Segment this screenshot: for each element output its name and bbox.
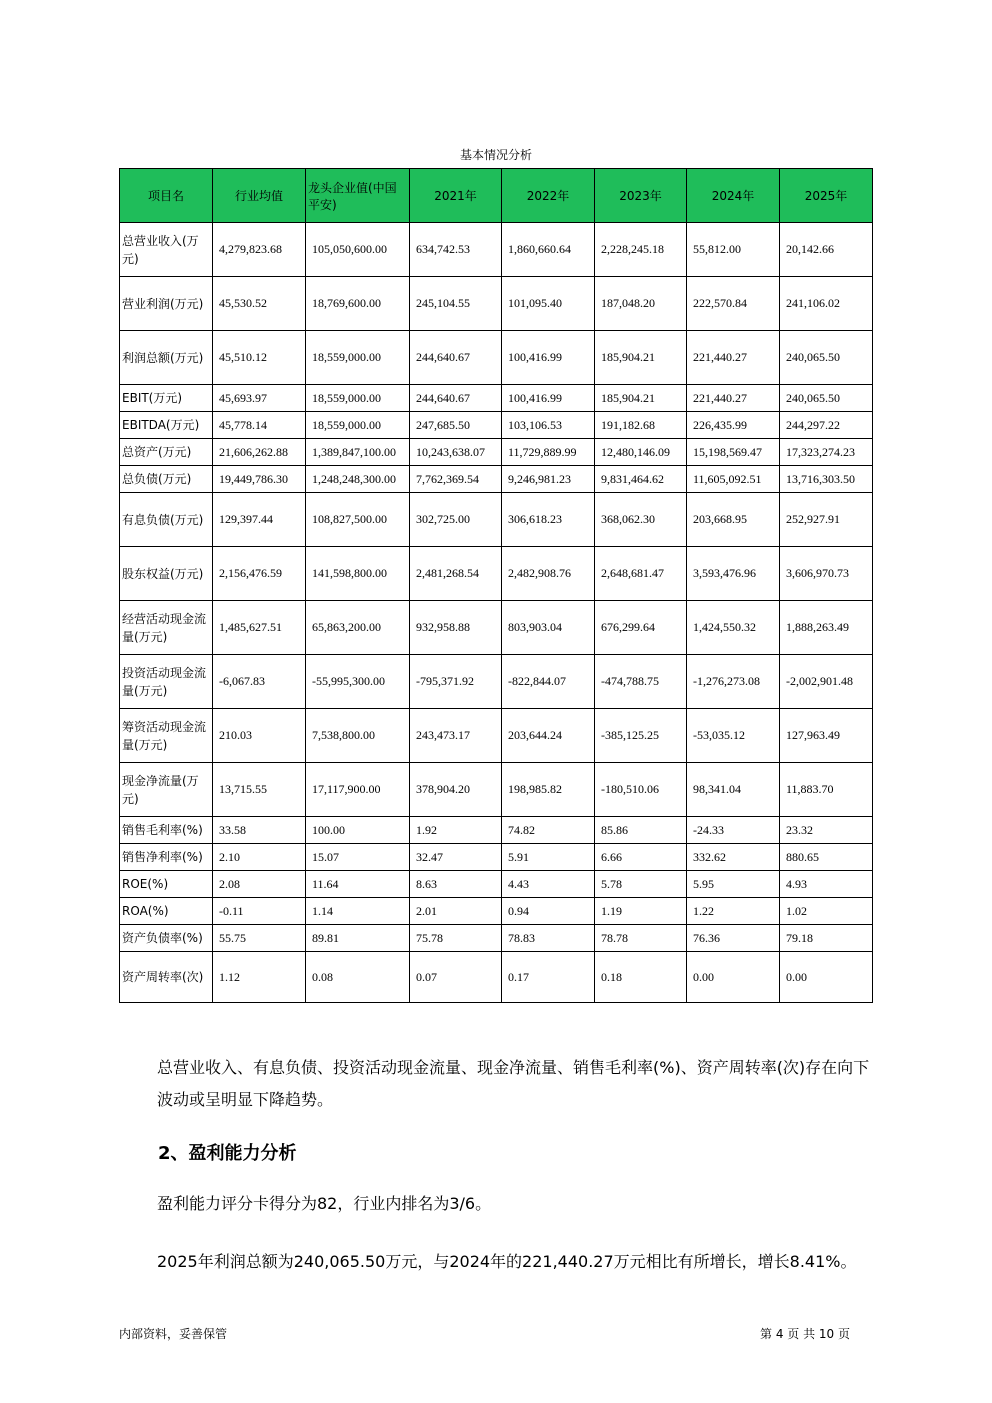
table-cell: 74.82 xyxy=(502,817,595,844)
table-cell: -795,371.92 xyxy=(410,655,502,709)
table-row xyxy=(120,331,873,385)
table-cell: 45,530.52 xyxy=(213,277,306,331)
table-cell: 1,248,248,300.00 xyxy=(306,466,410,493)
table-cell: 129,397.44 xyxy=(213,493,306,547)
table-cell: 10,243,638.07 xyxy=(410,439,502,466)
table-cell: 1.02 xyxy=(780,898,873,925)
table-cell: 101,095.40 xyxy=(502,277,595,331)
table-cell: 65,863,200.00 xyxy=(306,601,410,655)
table-cell: 100,416.99 xyxy=(502,331,595,385)
profit-score-paragraph xyxy=(119,1188,875,1220)
header-cell: 龙头企业值(中国平安) xyxy=(306,169,410,223)
header-cell: 行业均值 xyxy=(213,169,306,223)
table-cell: 55,812.00 xyxy=(687,223,780,277)
table-cell: 185,904.21 xyxy=(595,385,687,412)
table-cell: 23.32 xyxy=(780,817,873,844)
table-cell: 4,279,823.68 xyxy=(213,223,306,277)
table-cell: 2,648,681.47 xyxy=(595,547,687,601)
table-cell: 252,927.91 xyxy=(780,493,873,547)
table-cell: 676,299.64 xyxy=(595,601,687,655)
table-row xyxy=(120,223,873,277)
row-label: 总营业收入(万元) xyxy=(120,223,213,277)
row-label: ROE(%) xyxy=(120,871,213,898)
table-row xyxy=(120,844,873,871)
table-cell: 3,593,476.96 xyxy=(687,547,780,601)
table-cell: 15.07 xyxy=(306,844,410,871)
table-cell: 18,769,600.00 xyxy=(306,277,410,331)
table-cell: 0.00 xyxy=(687,952,780,1003)
table-cell: 79.18 xyxy=(780,925,873,952)
table-cell: 306,618.23 xyxy=(502,493,595,547)
table-cell: -180,510.06 xyxy=(595,763,687,817)
table-cell: 187,048.20 xyxy=(595,277,687,331)
row-label: ROA(%) xyxy=(120,898,213,925)
row-label: EBITDA(万元) xyxy=(120,412,213,439)
row-label: 有息负债(万元) xyxy=(120,493,213,547)
table-cell: 127,963.49 xyxy=(780,709,873,763)
table-cell: 2.01 xyxy=(410,898,502,925)
table-cell: 226,435.99 xyxy=(687,412,780,439)
table-cell: 11,883.70 xyxy=(780,763,873,817)
table-cell: 15,198,569.47 xyxy=(687,439,780,466)
table-cell: 1.14 xyxy=(306,898,410,925)
table-caption: 基本情况分析 xyxy=(459,148,532,162)
table-cell: 76.36 xyxy=(687,925,780,952)
table-cell: 18,559,000.00 xyxy=(306,412,410,439)
table-cell: 244,640.67 xyxy=(410,331,502,385)
table-row xyxy=(120,655,873,709)
table-cell: 0.00 xyxy=(780,952,873,1003)
table-cell: 332.62 xyxy=(687,844,780,871)
table-cell: -2,002,901.48 xyxy=(780,655,873,709)
table-cell: 11,729,889.99 xyxy=(502,439,595,466)
row-label: 经营活动现金流量(万元) xyxy=(120,601,213,655)
table-cell: 880.65 xyxy=(780,844,873,871)
table-cell: 0.94 xyxy=(502,898,595,925)
table-cell: 2,228,245.18 xyxy=(595,223,687,277)
table-cell: 17,117,900.00 xyxy=(306,763,410,817)
table-cell: 17,323,274.23 xyxy=(780,439,873,466)
table-cell: 634,742.53 xyxy=(410,223,502,277)
profit-growth-paragraph xyxy=(119,1246,875,1278)
table-row xyxy=(120,412,873,439)
table-cell: 12,480,146.09 xyxy=(595,439,687,466)
table-cell: 1,389,847,100.00 xyxy=(306,439,410,466)
table-row xyxy=(120,466,873,493)
table-row xyxy=(120,925,873,952)
table-cell: 21,606,262.88 xyxy=(213,439,306,466)
table-cell: 8.63 xyxy=(410,871,502,898)
table-cell: 1.19 xyxy=(595,898,687,925)
table-cell: 19,449,786.30 xyxy=(213,466,306,493)
table-cell: 9,831,464.62 xyxy=(595,466,687,493)
table-row xyxy=(120,763,873,817)
footer-left: 内部资料，妥善保管 xyxy=(119,1327,228,1341)
table-cell: 2.10 xyxy=(213,844,306,871)
table-cell: 85.86 xyxy=(595,817,687,844)
table-cell: 75.78 xyxy=(410,925,502,952)
table-cell: -822,844.07 xyxy=(502,655,595,709)
table-cell: 89.81 xyxy=(306,925,410,952)
table-cell: 0.07 xyxy=(410,952,502,1003)
table-cell: 302,725.00 xyxy=(410,493,502,547)
table-cell: 0.18 xyxy=(595,952,687,1003)
section-heading: 2、盈利能力分析 xyxy=(158,1143,297,1164)
table-cell: -474,788.75 xyxy=(595,655,687,709)
header-cell: 2024年 xyxy=(687,169,780,223)
table-row xyxy=(120,709,873,763)
table-cell: 7,538,800.00 xyxy=(306,709,410,763)
table-cell: 210.03 xyxy=(213,709,306,763)
table-cell: 222,570.84 xyxy=(687,277,780,331)
table-cell: 221,440.27 xyxy=(687,385,780,412)
table-cell: 240,065.50 xyxy=(780,385,873,412)
row-label: 资产周转率(次) xyxy=(120,952,213,1003)
table-cell: 1,888,263.49 xyxy=(780,601,873,655)
table-cell: 2,156,476.59 xyxy=(213,547,306,601)
header-cell: 2025年 xyxy=(780,169,873,223)
header-cell: 项目名 xyxy=(120,169,213,223)
table-cell: -24.33 xyxy=(687,817,780,844)
table-cell: -385,125.25 xyxy=(595,709,687,763)
table-row xyxy=(120,601,873,655)
table-row xyxy=(120,817,873,844)
row-label: 股东权益(万元) xyxy=(120,547,213,601)
table-cell: 221,440.27 xyxy=(687,331,780,385)
header-cell: 2021年 xyxy=(410,169,502,223)
table-cell: 244,640.67 xyxy=(410,385,502,412)
table-cell: 241,106.02 xyxy=(780,277,873,331)
header-cell: 2022年 xyxy=(502,169,595,223)
table-cell: 0.08 xyxy=(306,952,410,1003)
row-label: 投资活动现金流量(万元) xyxy=(120,655,213,709)
table-cell: 2,481,268.54 xyxy=(410,547,502,601)
table-cell: 0.17 xyxy=(502,952,595,1003)
table-cell: 203,644.24 xyxy=(502,709,595,763)
row-label: 利润总额(万元) xyxy=(120,331,213,385)
row-label: 筹资活动现金流量(万元) xyxy=(120,709,213,763)
table-cell: 2,482,908.76 xyxy=(502,547,595,601)
table-cell: 2.08 xyxy=(213,871,306,898)
table-cell: 191,182.68 xyxy=(595,412,687,439)
table-cell: 185,904.21 xyxy=(595,331,687,385)
table-cell: 247,685.50 xyxy=(410,412,502,439)
table-cell: 803,903.04 xyxy=(502,601,595,655)
table-cell: 5.91 xyxy=(502,844,595,871)
profit-growth-text: 2025年利润总额为240,065.50万元，与2024年的221,440.27万元相比有所增长，增长8.41%。 xyxy=(157,1252,857,1271)
table-cell: -53,035.12 xyxy=(687,709,780,763)
table-cell: 141,598,800.00 xyxy=(306,547,410,601)
table-cell: 240,065.50 xyxy=(780,331,873,385)
table-cell: 108,827,500.00 xyxy=(306,493,410,547)
table-cell: 18,559,000.00 xyxy=(306,385,410,412)
table-row xyxy=(120,439,873,466)
table-row xyxy=(120,898,873,925)
table-cell: 100,416.99 xyxy=(502,385,595,412)
table-cell: 5.78 xyxy=(595,871,687,898)
table-cell: 33.58 xyxy=(213,817,306,844)
table-cell: 4.43 xyxy=(502,871,595,898)
table-cell: 103,106.53 xyxy=(502,412,595,439)
table-row xyxy=(120,547,873,601)
table-row xyxy=(120,385,873,412)
row-label: EBIT(万元) xyxy=(120,385,213,412)
financial-table xyxy=(119,168,873,1003)
table-cell: 5.95 xyxy=(687,871,780,898)
table-cell: -6,067.83 xyxy=(213,655,306,709)
profit-score-text: 盈利能力评分卡得分为82，行业内排名为3/6。 xyxy=(157,1194,492,1213)
row-label: 营业利润(万元) xyxy=(120,277,213,331)
table-cell: 45,778.14 xyxy=(213,412,306,439)
row-label: 销售毛利率(%) xyxy=(120,817,213,844)
header-cell: 2023年 xyxy=(595,169,687,223)
table-cell: 1,424,550.32 xyxy=(687,601,780,655)
row-label: 现金净流量(万元) xyxy=(120,763,213,817)
table-cell: 1.92 xyxy=(410,817,502,844)
table-cell: 13,716,303.50 xyxy=(780,466,873,493)
table-cell: 1,485,627.51 xyxy=(213,601,306,655)
table-cell: 368,062.30 xyxy=(595,493,687,547)
table-cell: 245,104.55 xyxy=(410,277,502,331)
table-cell: 378,904.20 xyxy=(410,763,502,817)
table-row xyxy=(120,871,873,898)
table-cell: 32.47 xyxy=(410,844,502,871)
table-cell: 78.83 xyxy=(502,925,595,952)
table-cell: 18,559,000.00 xyxy=(306,331,410,385)
row-label: 资产负债率(%) xyxy=(120,925,213,952)
table-cell: 7,762,369.54 xyxy=(410,466,502,493)
table-cell: 11.64 xyxy=(306,871,410,898)
table-cell: 100.00 xyxy=(306,817,410,844)
table-cell: 3,606,970.73 xyxy=(780,547,873,601)
table-cell: -0.11 xyxy=(213,898,306,925)
table-cell: 198,985.82 xyxy=(502,763,595,817)
row-label: 总资产(万元) xyxy=(120,439,213,466)
table-cell: 1,860,660.64 xyxy=(502,223,595,277)
table-cell: 932,958.88 xyxy=(410,601,502,655)
table-cell: 20,142.66 xyxy=(780,223,873,277)
table-cell: 1.12 xyxy=(213,952,306,1003)
table-row xyxy=(120,952,873,1003)
table-cell: -55,995,300.00 xyxy=(306,655,410,709)
footer-page-number: 第 4 页 共 10 页 xyxy=(760,1327,850,1341)
table-cell: 243,473.17 xyxy=(410,709,502,763)
table-cell: 45,510.12 xyxy=(213,331,306,385)
table-cell: -1,276,273.08 xyxy=(687,655,780,709)
table-cell: 203,668.95 xyxy=(687,493,780,547)
table-cell: 45,693.97 xyxy=(213,385,306,412)
summary-paragraph xyxy=(119,1052,875,1116)
row-label: 销售净利率(%) xyxy=(120,844,213,871)
table-cell: 1.22 xyxy=(687,898,780,925)
table-cell: 244,297.22 xyxy=(780,412,873,439)
table-cell: 11,605,092.51 xyxy=(687,466,780,493)
row-label: 总负债(万元) xyxy=(120,466,213,493)
table-cell: 6.66 xyxy=(595,844,687,871)
table-row xyxy=(120,277,873,331)
table-cell: 9,246,981.23 xyxy=(502,466,595,493)
table-header-row xyxy=(120,169,873,223)
table-cell: 105,050,600.00 xyxy=(306,223,410,277)
summary-text: 总营业收入、有息负债、投资活动现金流量、现金净流量、销售毛利率(%)、资产周转率(次)存在向下波动或呈明显下降趋势。 xyxy=(157,1058,870,1109)
table-cell: 55.75 xyxy=(213,925,306,952)
table-cell: 78.78 xyxy=(595,925,687,952)
table-cell: 98,341.04 xyxy=(687,763,780,817)
table-row xyxy=(120,493,873,547)
table-cell: 4.93 xyxy=(780,871,873,898)
table-cell: 13,715.55 xyxy=(213,763,306,817)
